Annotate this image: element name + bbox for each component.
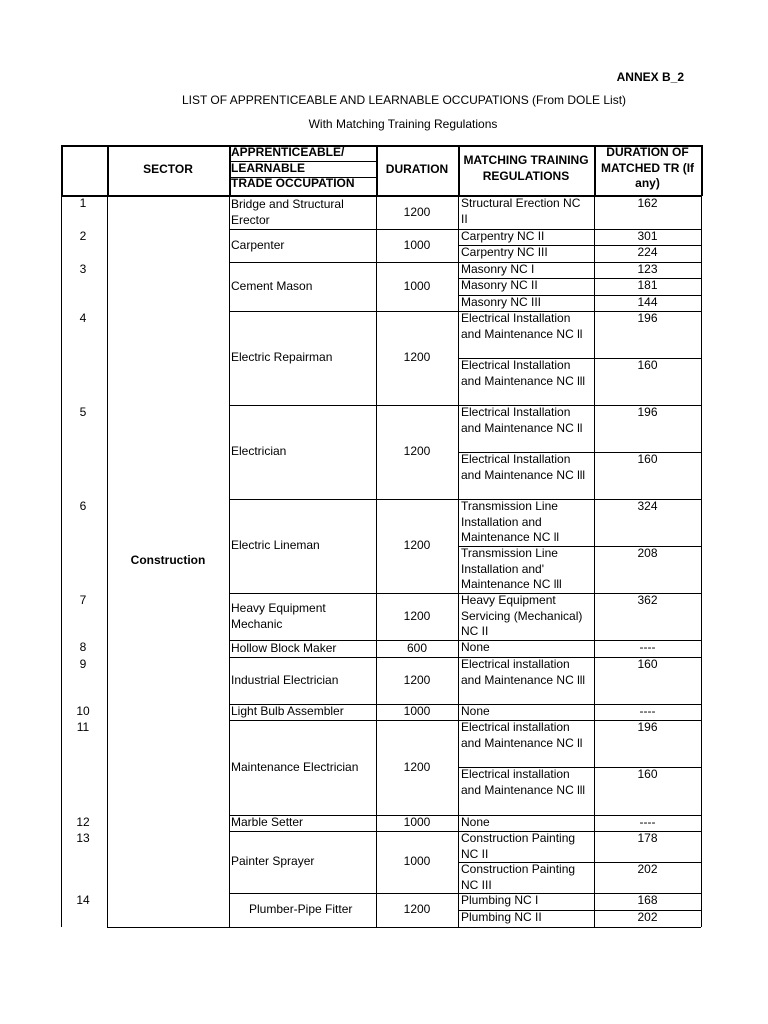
training-regulation-line: II	[461, 211, 468, 226]
training-regulation	[461, 657, 593, 688]
occupation-duration-line: 1200	[403, 902, 431, 917]
row-bottom-border	[229, 311, 458, 312]
row-number	[61, 196, 105, 212]
tr-duration	[594, 767, 701, 783]
row-number-line: 10	[76, 704, 90, 718]
row-bottom-border	[229, 720, 458, 721]
sector-bottom-border	[107, 927, 229, 928]
row-number-line: 14	[76, 893, 90, 907]
tr-duration	[594, 640, 701, 656]
training-regulation	[461, 229, 593, 245]
tr-duration	[594, 405, 701, 421]
training-regulation-line: Installation and	[461, 514, 542, 529]
tr-duration-line: 178	[637, 831, 658, 845]
training-regulation-line: Electrical Installation	[461, 405, 571, 419]
training-regulation	[461, 262, 593, 278]
training-regulation	[461, 546, 593, 593]
tr-duration-line: 224	[637, 245, 658, 259]
header-occupation-line: LEARNABLE	[231, 160, 305, 175]
training-regulation-line: and Maintenance NC lll	[461, 373, 586, 388]
occupation-name	[249, 902, 376, 918]
annex-label: ANNEX B_2	[616, 70, 684, 84]
row-number-line: 3	[79, 262, 87, 276]
training-regulation-line: and Maintenance NC lll	[461, 467, 586, 482]
occupation-duration-line: 1200	[403, 444, 431, 459]
occupation-duration-line: 1200	[403, 350, 431, 365]
header-occupation	[231, 145, 376, 192]
occupation-duration	[376, 641, 458, 657]
occupation-duration	[376, 673, 458, 689]
occupation-name-line: Marble Setter	[231, 815, 304, 830]
tr-duration	[594, 893, 701, 909]
tr-duration-line: 123	[637, 262, 658, 276]
header-matched-duration-line: any)	[635, 176, 660, 190]
occupation-name	[231, 704, 376, 720]
occupation-duration-line: 1200	[403, 672, 431, 687]
occupation-name-line: Erector	[231, 212, 270, 227]
tr-duration-line: 160	[637, 657, 658, 671]
occupation-name	[231, 350, 376, 366]
tr-duration-line: ----	[639, 815, 656, 829]
header-matched-duration-line: MATCHED TR (If	[600, 160, 695, 175]
row-number	[61, 831, 105, 847]
tr-duration	[594, 815, 701, 831]
occupation-duration-line: 1000	[403, 237, 431, 252]
tr-duration	[594, 657, 701, 673]
header-sector-line: SECTOR	[143, 162, 193, 176]
tr-duration	[594, 196, 701, 212]
row-number	[61, 311, 105, 327]
tr-duration-line: 160	[637, 358, 658, 372]
training-regulation-line: Transmission Line	[461, 546, 558, 560]
training-regulation	[461, 405, 593, 436]
row-number-line: 2	[79, 229, 87, 243]
sector-name-line: Construction	[130, 553, 206, 567]
training-regulation-line: None	[461, 704, 490, 718]
training-regulation-line: Electrical Installation	[461, 311, 571, 325]
tr-duration-line: 168	[637, 893, 658, 907]
occupation-name-line: Plumber-Pipe Fitter	[249, 902, 353, 917]
occupation-name-line: Light Bulb Assembler	[231, 704, 344, 719]
occupation-name	[231, 815, 376, 831]
occupation-name-line: Hollow Block Maker	[231, 640, 337, 655]
training-regulation-line: Electrical installation	[461, 767, 570, 781]
row-number	[61, 499, 105, 515]
occupation-duration	[376, 238, 458, 254]
occupation-duration-line: 1000	[403, 278, 431, 293]
row-number	[61, 229, 105, 245]
tr-duration-line: 196	[637, 405, 658, 419]
occupation-duration	[376, 538, 458, 554]
tr-duration-line: 160	[637, 767, 658, 781]
occupation-name-line: Cement Mason	[231, 278, 313, 293]
training-regulation-line: Servicing (Mechanical)	[461, 608, 583, 623]
row-number	[61, 657, 105, 673]
tr-duration	[594, 452, 701, 468]
training-regulation-line: NC III	[461, 877, 492, 892]
occupation-name-line: Industrial Electrician	[231, 672, 339, 687]
tr-duration-line: 208	[637, 546, 658, 560]
tr-duration-line: ----	[639, 704, 656, 718]
row-bottom-border	[229, 831, 458, 832]
tr-duration	[594, 262, 701, 278]
tr-duration	[594, 720, 701, 736]
row-number	[61, 720, 105, 736]
tr-duration	[594, 311, 701, 327]
training-regulation-line: Masonry NC III	[461, 295, 542, 309]
training-regulation-line: and Maintenance NC ll	[461, 326, 583, 341]
training-regulation	[461, 893, 593, 909]
occupation-name-line: Maintenance Electrician	[231, 759, 359, 774]
occupation-duration	[376, 760, 458, 776]
occupation-duration	[376, 902, 458, 918]
training-regulation-line: Maintenance NC ll	[461, 530, 560, 544]
table-right-border	[701, 145, 702, 927]
occupation-duration-line: 1000	[403, 704, 431, 719]
occupation-name	[231, 673, 376, 689]
tr-duration-line: 202	[637, 862, 658, 876]
tr-duration-line: ----	[639, 640, 656, 654]
tr-duration-line: 160	[637, 452, 658, 466]
training-regulation-line: Heavy Equipment	[461, 593, 556, 607]
training-regulation	[461, 245, 593, 261]
training-regulation	[461, 278, 593, 294]
training-regulation	[461, 704, 593, 720]
occupation-name	[231, 197, 376, 228]
occupation-duration	[376, 279, 458, 295]
training-regulation	[461, 862, 593, 893]
occupation-name-line: Carpenter	[231, 237, 285, 252]
document-title: LIST OF APPRENTICEABLE AND LEARNABLE OCCUPATIONS (From DOLE List)	[181, 93, 627, 107]
header-occupation-line: APPRENTICEABLE/	[231, 145, 345, 159]
row-number-line: 13	[76, 831, 90, 845]
training-regulation-line: Electrical Installation	[461, 452, 571, 466]
training-regulation	[461, 358, 593, 389]
training-regulation-line: Construction Painting	[461, 831, 576, 845]
training-regulation-line: Installation and'	[461, 561, 545, 576]
tr-duration-line: 362	[637, 593, 658, 607]
tr-duration-line: 196	[637, 311, 658, 325]
row-number-line: 7	[79, 593, 87, 607]
row-bottom-border	[229, 499, 458, 500]
document-subtitle: With Matching Training Regulations	[308, 117, 498, 131]
tr-row-border	[458, 927, 701, 928]
training-regulation	[461, 452, 593, 483]
occupation-duration-line: 1200	[403, 538, 431, 553]
row-bottom-border	[229, 405, 458, 406]
training-regulation-line: Electrical installation	[461, 720, 570, 734]
occupation-duration-line: 1200	[403, 204, 431, 219]
header-matched-duration-line: DURATION OF	[606, 145, 689, 159]
row-number	[61, 640, 105, 656]
tr-duration	[594, 704, 701, 720]
header-matched-duration	[594, 145, 701, 192]
row-bottom-border	[229, 229, 458, 230]
row-number	[61, 815, 105, 831]
occupation-duration	[376, 205, 458, 221]
occupation-duration	[376, 815, 458, 831]
occupation-name-line: Mechanic	[231, 616, 283, 631]
occupation-name	[231, 444, 376, 460]
row-number	[61, 405, 105, 421]
training-regulation-line: Carpentry NC III	[461, 245, 548, 259]
training-regulation	[461, 720, 593, 751]
row-number	[61, 893, 105, 909]
occupation-name-line: Bridge and Structural	[231, 197, 344, 211]
training-regulation	[461, 815, 593, 831]
occupation-duration-line: 600	[406, 640, 428, 655]
occupation-name	[231, 854, 376, 870]
occupation-name-line: Electric Repairman	[231, 350, 333, 365]
training-regulation-line: Electrical Installation	[461, 358, 571, 372]
occupation-duration-line: 1000	[403, 815, 431, 830]
row-number-line: 5	[79, 405, 87, 419]
training-regulation-line: None	[461, 640, 490, 654]
occupation-name	[231, 538, 376, 554]
training-regulation	[461, 593, 593, 640]
tr-duration-line: 324	[637, 499, 658, 513]
tr-duration	[594, 499, 701, 515]
header-duration-line: DURATION	[385, 162, 449, 176]
occupation-name-line: Heavy Equipment	[231, 601, 326, 615]
occupation-duration	[376, 854, 458, 870]
training-regulation-line: Plumbing NC I	[461, 893, 539, 907]
training-regulation-line: and Maintenance NC ll	[461, 420, 583, 435]
tr-duration	[594, 862, 701, 878]
row-number-line: 12	[76, 815, 90, 829]
sector-col-border	[107, 145, 108, 927]
occupation-duration-line: 1000	[403, 854, 431, 869]
tr-duration	[594, 358, 701, 374]
training-regulation-line: Masonry NC II	[461, 278, 538, 292]
tr-duration	[594, 229, 701, 245]
tr-duration-line: 202	[637, 910, 658, 924]
tr-duration	[594, 831, 701, 847]
occupation-name-line: Electrician	[231, 444, 287, 459]
row-number	[61, 262, 105, 278]
training-regulation-line: None	[461, 815, 490, 829]
training-regulation	[461, 499, 593, 546]
occupation-name	[231, 238, 376, 254]
header-matching-tr	[458, 153, 594, 184]
row-number-line: 11	[76, 720, 90, 734]
header-matching-tr-line: MATCHING TRAINING	[463, 153, 589, 167]
training-regulation	[461, 196, 593, 227]
training-regulation	[461, 910, 593, 926]
tr-duration	[594, 910, 701, 926]
header-matching-tr-line: REGULATIONS	[482, 168, 570, 183]
tr-duration	[594, 245, 701, 261]
sector-name	[107, 553, 229, 569]
training-regulation-line: NC II	[461, 846, 489, 861]
row-number-line: 1	[79, 196, 87, 210]
row-bottom-border	[229, 927, 458, 928]
tr-duration	[594, 546, 701, 562]
occupation-name-line: Electric Lineman	[231, 538, 320, 553]
occupation-name	[231, 601, 376, 632]
training-regulation-line: Electrical installation	[461, 657, 570, 671]
row-number	[61, 593, 105, 609]
row-bottom-border	[229, 893, 458, 894]
row-number-line: 9	[79, 657, 87, 671]
occupation-duration	[376, 609, 458, 625]
training-regulation	[461, 311, 593, 342]
header-occupation-line: TRADE OCCUPATION	[231, 176, 355, 190]
tr-duration-line: 162	[637, 196, 658, 210]
header-sector	[107, 162, 229, 178]
training-regulation	[461, 831, 593, 862]
tr-duration-line: 144	[637, 295, 658, 309]
training-regulation-line: NC II	[461, 624, 489, 638]
row-bottom-border	[229, 657, 458, 658]
row-bottom-border	[229, 262, 458, 263]
training-regulation-line: Carpentry NC II	[461, 229, 545, 243]
row-number	[61, 704, 105, 720]
occupation-duration-line: 1200	[403, 608, 431, 623]
training-regulation	[461, 767, 593, 798]
tr-duration	[594, 593, 701, 609]
training-regulation	[461, 295, 593, 311]
row-number-line: 6	[79, 499, 87, 513]
training-regulation-line: Plumbing NC II	[461, 910, 542, 924]
training-regulation-line: Construction Painting	[461, 862, 576, 876]
occupation-duration	[376, 704, 458, 720]
tr-duration-line: 181	[637, 278, 658, 292]
row-bottom-border	[229, 593, 458, 594]
row-number-line: 4	[79, 311, 87, 325]
training-regulation-line: and Maintenance NC lll	[461, 672, 586, 687]
occupation-name	[231, 760, 376, 776]
tr-duration	[594, 278, 701, 294]
row-number-line: 8	[79, 640, 87, 654]
header-col-border	[61, 145, 63, 196]
tr-duration-line: 196	[637, 720, 658, 734]
header-duration	[376, 162, 458, 178]
training-regulation	[461, 640, 593, 656]
tr-duration-line: 301	[637, 229, 658, 243]
occupation-name	[231, 279, 376, 295]
training-regulation-line: Transmission Line	[461, 499, 558, 513]
training-regulation-line: Structural Erection NC	[461, 196, 581, 210]
tr-duration	[594, 295, 701, 311]
occupation-duration	[376, 350, 458, 366]
training-regulation-line: and Maintenance NC ll	[461, 735, 583, 750]
header-col-border	[701, 145, 703, 196]
training-regulation-line: Maintenance NC lll	[461, 577, 562, 591]
training-regulation-line: and Maintenance NC lll	[461, 782, 586, 797]
training-regulation-line: Masonry NC I	[461, 262, 535, 276]
occupation-duration	[376, 444, 458, 460]
occupation-duration-line: 1200	[403, 759, 431, 774]
occupation-name-line: Painter Sprayer	[231, 854, 315, 869]
occupation-name	[231, 641, 376, 657]
